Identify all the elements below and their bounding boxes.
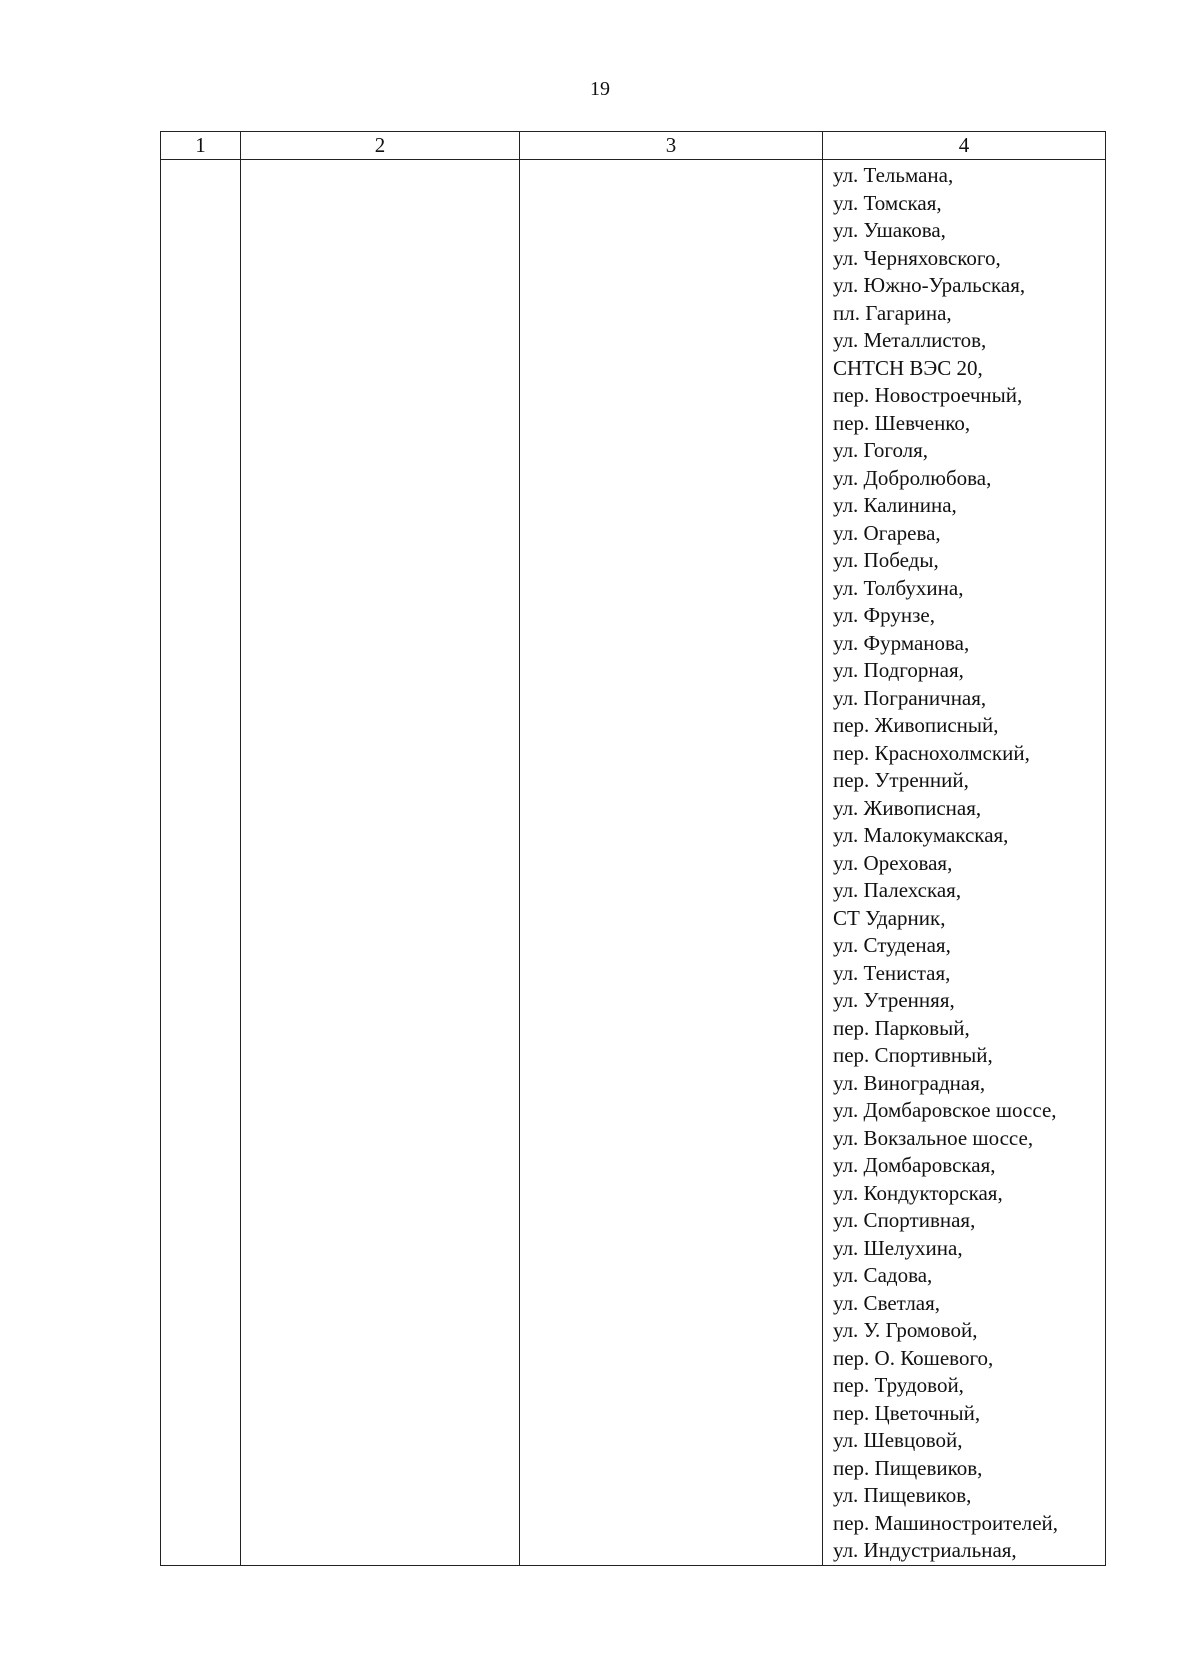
- street-list: [833, 162, 1099, 1565]
- street-list-item: ул. Садова,: [833, 1263, 933, 1287]
- table-header-row: [161, 132, 1106, 160]
- cell-col-3: [520, 160, 823, 1566]
- street-list-item: ул. Домбаровская,: [833, 1153, 996, 1177]
- street-list-item: пер. Машиностроителей,: [833, 1510, 1059, 1535]
- street-list-item: ул. Калинина,: [833, 493, 957, 517]
- street-list-item: пер. Живописный,: [833, 713, 999, 737]
- street-list-item: ул. Ушакова,: [833, 218, 946, 242]
- street-list-item: ул. Фурманова,: [833, 630, 970, 655]
- street-list-item: ул. Металлистов,: [833, 328, 987, 352]
- street-list-item: ул. Виноградная,: [833, 1070, 986, 1095]
- street-list-item: ул. Томская,: [833, 190, 942, 215]
- street-list-item: пер. Парковый,: [833, 1015, 970, 1040]
- street-list-item: ул. Фрунзе,: [833, 603, 935, 627]
- street-list-item: ул. Толбухина,: [833, 575, 964, 600]
- column-header-4: 4: [823, 132, 1106, 160]
- address-table: [160, 131, 1106, 1566]
- street-list-item: пер. Спортивный,: [833, 1043, 993, 1067]
- street-list-item: ул. Черняховского,: [833, 245, 1001, 270]
- street-list-item: ул. Ореховая,: [833, 850, 953, 875]
- street-list-item: ул. Пограничная,: [833, 685, 987, 710]
- cell-col-1: [161, 160, 241, 1566]
- street-list-item: ул. Шевцовой,: [833, 1428, 963, 1452]
- street-list-item: ул. Живописная,: [833, 795, 982, 820]
- column-header-3: 3: [520, 132, 823, 160]
- street-list-item: ул. Огарева,: [833, 520, 941, 545]
- street-list-item: пер. Краснохолмский,: [833, 740, 1030, 765]
- street-list-item: пер. Цветочный,: [833, 1400, 981, 1425]
- cell-col-4: [823, 160, 1106, 1566]
- street-list-item: ул. Светлая,: [833, 1290, 941, 1315]
- street-list-item: ул. Гоголя,: [833, 438, 929, 462]
- street-list-item: пер. О. Кошевого,: [833, 1345, 994, 1370]
- street-list-item: пер. Новостроечный,: [833, 383, 1023, 407]
- street-list-item: ул. Палехская,: [833, 878, 962, 902]
- street-list-item: пер. Шевченко,: [833, 410, 971, 435]
- street-list-item: СНТСН ВЭС 20,: [833, 355, 983, 380]
- street-list-item: ул. Студеная,: [833, 933, 951, 957]
- street-list-item: ул. Тельмана,: [833, 163, 954, 187]
- street-list-item: ул. Вокзальное шоссе,: [833, 1125, 1034, 1150]
- street-list-item: ул. Шелухина,: [833, 1235, 963, 1260]
- street-list-item: ул. Малокумакская,: [833, 823, 1009, 847]
- street-list-item: ул. Спортивная,: [833, 1208, 976, 1232]
- street-list-item: пер. Пищевиков,: [833, 1455, 983, 1480]
- cell-col-2: [241, 160, 520, 1566]
- street-list-item: пер. Трудовой,: [833, 1373, 964, 1397]
- street-list-item: ул. Добролюбова,: [833, 465, 992, 490]
- street-list-item: ул. Утренняя,: [833, 988, 955, 1012]
- street-list-item: ул. Пищевиков,: [833, 1483, 972, 1507]
- street-list-item: ул. Кондукторская,: [833, 1180, 1003, 1205]
- page-number: 19: [590, 78, 610, 100]
- street-list-item: пл. Гагарина,: [833, 300, 952, 325]
- table-row: [161, 160, 1106, 1566]
- street-list-item: ул. Тенистая,: [833, 960, 951, 985]
- street-list-item: ул. Победы,: [833, 548, 939, 572]
- street-list-item: СТ Ударник,: [833, 905, 946, 930]
- street-list-item: пер. Утренний,: [833, 768, 969, 792]
- column-header-1: 1: [161, 132, 241, 160]
- street-list-item: ул. Индустриальная,: [833, 1538, 1017, 1562]
- street-list-item: ул. Подгорная,: [833, 658, 964, 682]
- column-header-2: 2: [241, 132, 520, 160]
- street-list-item: ул. У. Громовой,: [833, 1318, 978, 1342]
- street-list-item: ул. Южно-Уральская,: [833, 273, 1026, 297]
- street-list-item: ул. Домбаровское шоссе,: [833, 1098, 1057, 1122]
